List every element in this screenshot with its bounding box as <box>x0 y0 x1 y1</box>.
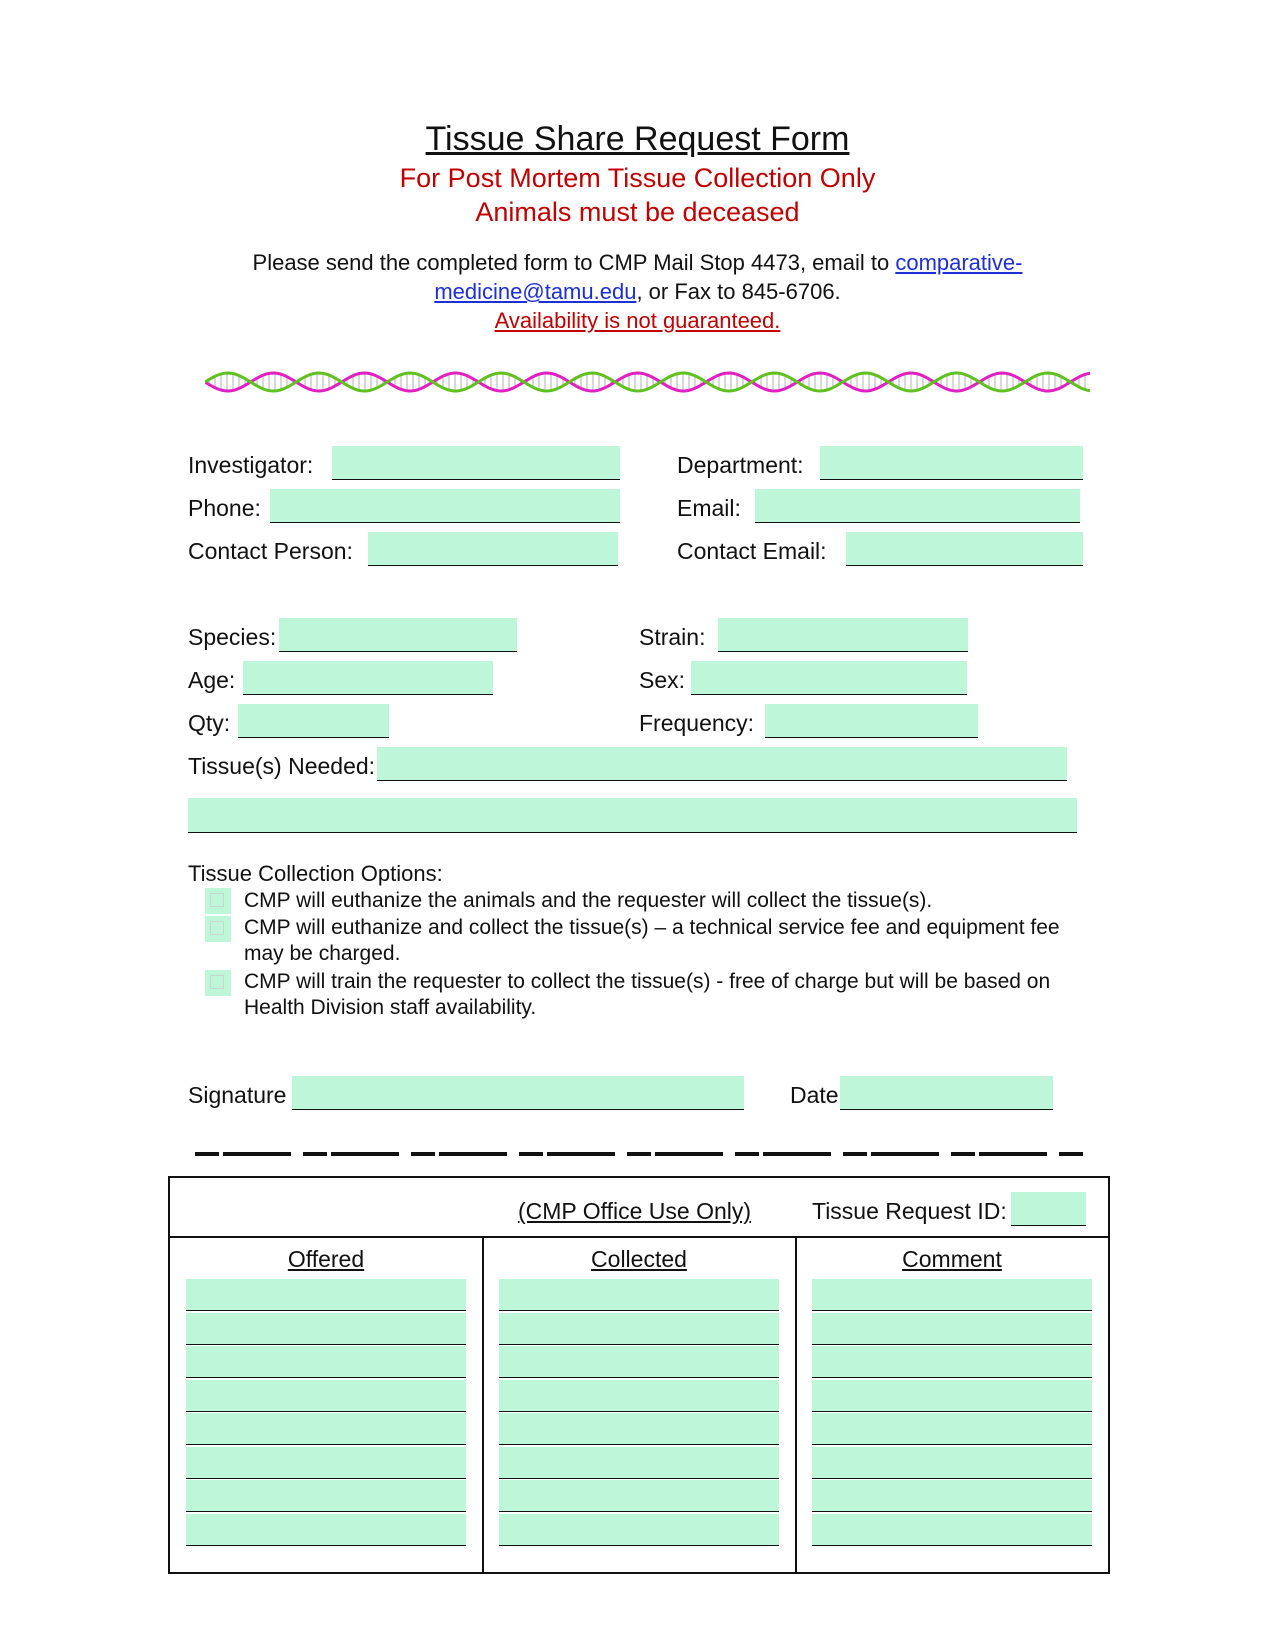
collected-entry-field[interactable] <box>499 1279 779 1311</box>
comment-entry-field[interactable] <box>812 1279 1092 1311</box>
date-field[interactable] <box>840 1076 1053 1110</box>
phone-label: Phone: <box>188 495 261 521</box>
species-field[interactable] <box>279 618 517 652</box>
department-field[interactable] <box>820 446 1083 480</box>
offered-entry-field[interactable] <box>186 1346 466 1378</box>
investigator-field[interactable] <box>332 446 620 480</box>
office-use-title: (CMP Office Use Only) <box>518 1198 752 1224</box>
contact-person-field[interactable] <box>368 532 618 566</box>
option-2-text: CMP will euthanize and collect the tissue(s) – a technical service fee and equipment fee may be charged. <box>244 916 1060 965</box>
cut-line-divider <box>195 1152 1085 1156</box>
collected-column-header: Collected <box>591 1246 687 1272</box>
column-divider <box>795 1236 797 1572</box>
qty-label: Qty: <box>188 710 231 736</box>
sex-label: Sex: <box>639 667 686 693</box>
tissues-needed-field[interactable] <box>377 747 1067 781</box>
collected-entry-field[interactable] <box>499 1480 779 1512</box>
strain-label: Strain: <box>639 624 706 650</box>
collected-entry-field[interactable] <box>499 1380 779 1412</box>
comment-entry-field[interactable] <box>812 1380 1092 1412</box>
sex-field[interactable] <box>691 661 967 695</box>
email-link[interactable]: comparative- medicine@tamu.edu <box>434 250 1023 304</box>
collected-entry-field[interactable] <box>499 1447 779 1479</box>
phone-field[interactable] <box>270 489 620 523</box>
email-field[interactable] <box>755 489 1080 523</box>
instructions-text-2: , or Fax to 845-6706. <box>636 279 841 304</box>
offered-entry-field[interactable] <box>186 1480 466 1512</box>
offered-column-header: Offered <box>287 1246 365 1272</box>
comment-entry-field[interactable] <box>812 1346 1092 1378</box>
collection-options-title: Tissue Collection Options: <box>188 861 443 886</box>
collected-entry-field[interactable] <box>499 1514 779 1546</box>
species-label: Species: <box>188 624 277 650</box>
tissues-needed-label: Tissue(s) Needed: <box>188 753 376 779</box>
tissue-request-id-field[interactable] <box>1011 1192 1086 1226</box>
subtitle-deceased: Animals must be deceased <box>475 197 800 227</box>
collected-entry-field[interactable] <box>499 1413 779 1445</box>
contact-email-label: Contact Email: <box>677 538 827 564</box>
option-1-checkbox[interactable] <box>205 888 231 914</box>
offered-entry-field[interactable] <box>186 1279 466 1311</box>
comment-entry-field[interactable] <box>812 1447 1092 1479</box>
frequency-field[interactable] <box>765 704 978 738</box>
page-title: Tissue Share Request Form <box>425 120 850 158</box>
offered-entry-field[interactable] <box>186 1313 466 1345</box>
strain-field[interactable] <box>718 618 968 652</box>
frequency-label: Frequency: <box>639 710 755 736</box>
option-1-text: CMP will euthanize the animals and the requester will collect the tissue(s). <box>244 889 933 912</box>
comment-entry-field[interactable] <box>812 1514 1092 1546</box>
option-3-checkbox[interactable] <box>205 970 231 996</box>
collected-entry-field[interactable] <box>499 1313 779 1345</box>
contact-person-label: Contact Person: <box>188 538 353 564</box>
investigator-label: Investigator: <box>188 452 314 478</box>
offered-entry-field[interactable] <box>186 1514 466 1546</box>
comment-column-header: Comment <box>902 1246 1002 1272</box>
offered-entry-field[interactable] <box>186 1447 466 1479</box>
subtitle-post-mortem: For Post Mortem Tissue Collection Only <box>399 163 876 193</box>
comment-entry-field[interactable] <box>812 1413 1092 1445</box>
availability-notice: Availability is not guaranteed. <box>494 308 781 333</box>
offered-entry-field[interactable] <box>186 1413 466 1445</box>
column-divider <box>482 1236 484 1572</box>
offered-entry-field[interactable] <box>186 1380 466 1412</box>
age-label: Age: <box>188 667 236 693</box>
instructions-text-1: Please send the completed form to CMP Mail Stop 4473, email to <box>252 250 896 275</box>
collected-entry-field[interactable] <box>499 1346 779 1378</box>
option-2-checkbox[interactable] <box>205 916 231 942</box>
contact-email-field[interactable] <box>846 532 1083 566</box>
qty-field[interactable] <box>238 704 389 738</box>
dna-divider-image <box>205 370 1090 394</box>
signature-field[interactable] <box>292 1076 744 1110</box>
instructions <box>0 248 1275 335</box>
email-label: Email: <box>677 495 741 521</box>
tissues-needed-field-line2[interactable] <box>188 798 1077 833</box>
tissue-request-id-label: Tissue Request ID: <box>812 1198 1007 1224</box>
comment-entry-field[interactable] <box>812 1480 1092 1512</box>
option-3-text: CMP will train the requester to collect the tissue(s) - free of charge but will be based on Health Division staff availability. <box>244 970 1051 1019</box>
signature-label: Signature <box>188 1082 287 1108</box>
date-label: Date <box>790 1082 839 1108</box>
age-field[interactable] <box>243 661 493 695</box>
comment-entry-field[interactable] <box>812 1313 1092 1345</box>
department-label: Department: <box>677 452 804 478</box>
